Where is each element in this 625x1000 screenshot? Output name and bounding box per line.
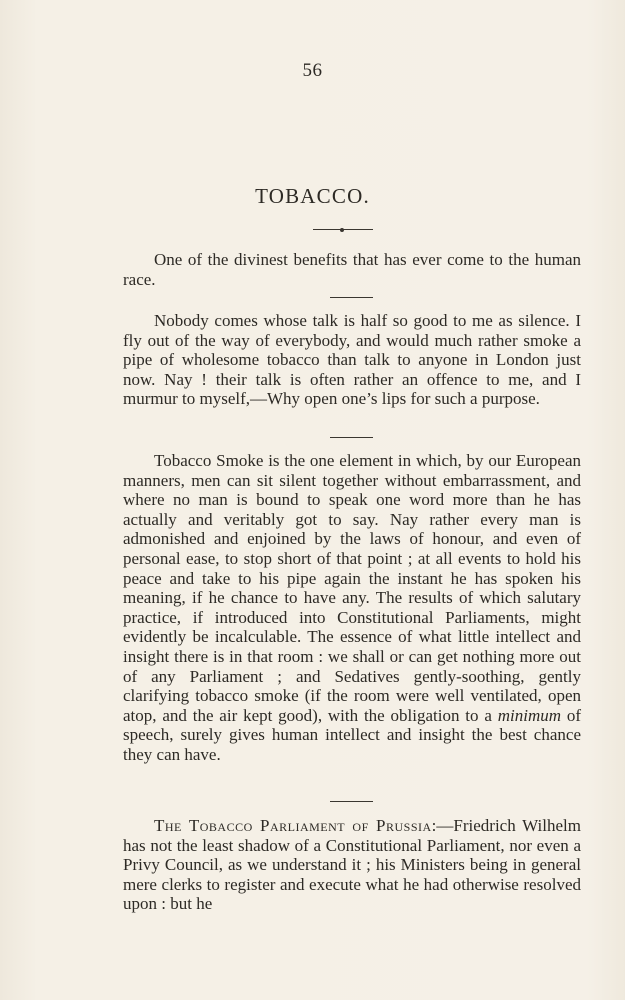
title-ornament-rule xyxy=(313,229,373,230)
paragraph-4-text: :—Friedrich Wilhelm has not the least shadow of a Constitutional Parliament, nor even a Privy Council, as we understand it ; his Ministers being in general mere clerks to register and execute what he had otherwise resolved upon : but he xyxy=(123,816,581,914)
paragraph-3 xyxy=(123,451,581,765)
paragraph-3-text-end: of speech, surely gives human intellect and insight the best chance they can have. xyxy=(123,705,582,764)
paragraph-4 xyxy=(123,816,581,914)
section-divider-3 xyxy=(330,801,373,802)
paragraph-4-small-caps-heading: The Tobacco Parliament of Prussia xyxy=(154,816,432,835)
paragraph-1: One of the divinest benefits that has ever come to the human race. xyxy=(123,250,581,289)
chapter-title: TOBACCO. xyxy=(255,184,370,208)
section-divider-2 xyxy=(330,437,373,438)
page-number: 56 xyxy=(302,60,323,81)
paragraph-3-text-start: Tobacco Smoke is the one element in which, by our European manners, men can sit silent together without embarrassment, and where no man is bound to speak one word more than he has actually and veritably got to say. Nay rather every man is admonished and enjoined by the laws of honour, and even of personal ease, to stop short of that point ; at all events to hold his peace and take to his pipe again the instant he has spoken his meaning, if he chance to have any. The results of which salutary practice, if introduced into Constitutional Parliaments, might evidently be incalculable. The essence of what little intellect and insight there is in that room : we shall or can get nothing more out of any Parliament ; and Sedatives gently-soothing, gently clarifying tobacco smoke (if the room were well ventilated, open atop, and the air kept good), with the obligation to a xyxy=(123,451,581,725)
section-divider-1 xyxy=(330,297,373,298)
paragraph-3-italic-word: minimum xyxy=(497,705,562,725)
paragraph-2: Nobody comes whose talk is half so good to me as silence. I fly out of the way of everybody, and would much rather smoke a pipe of wholesome tobacco than talk to anyone in London just now. Nay ! their talk is often rather an offence to me, and I murmur to myself,—Why open one’s lips for such a purpose. xyxy=(123,311,581,409)
